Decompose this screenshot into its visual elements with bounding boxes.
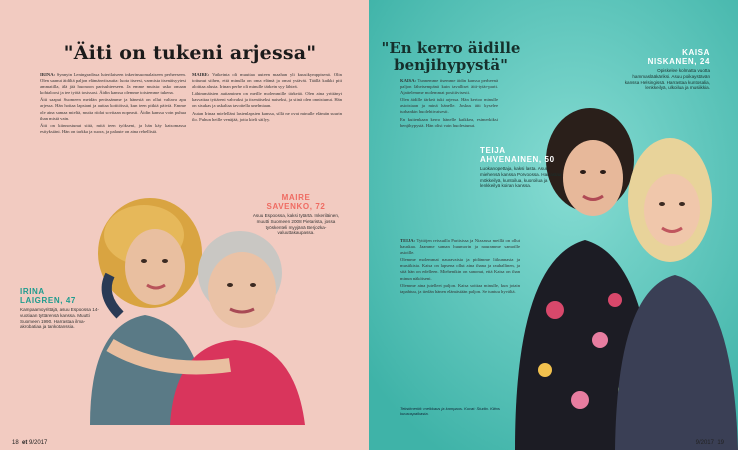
- maire-name: [252, 193, 340, 211]
- paragraph-text: Äiti saapui Suomeen meidän perässämme ja hänestä on ollut valtava apu arjessa. Hän hoitaa lapsiani ja auttaa kotitöissä, kun teen pitkiä päiviä. Emme ole aina samaa mieltä, mutta riidat sovitaan nopeasti. Äidin kanssa voin puhua ihan mistä vain.: [40, 97, 186, 121]
- kaisa-bio: Opiskelee kolmatta vuotta hammaslääkäriksi. Asuu poikaystävän kanssa Helsingissä. Harrastaa kuntosalia, lenkkeilyä, ulkoilua ja musiikkia.: [624, 68, 710, 91]
- surname-age: NISKANEN, 24: [647, 57, 710, 66]
- paragraph: [192, 91, 342, 109]
- paragraph-text: Olemme aina jutelleet paljon. Kaisa soittaa minulle, kun jotain tapahtuu, ja tiedän hänen elämästään paljon. Se tuntuu hyvältä.: [400, 282, 520, 294]
- left-page-title: "Äiti on tukeni arjessa": [63, 42, 317, 64]
- paragraph-text: Olen äidille tärkeä tuki arjessa. Hän kertoo minulle asioistaan ja minä hänelle. Joskus äiti kyselee turhankin huolehtivaisesti.: [400, 97, 498, 115]
- right-folio: [696, 440, 724, 446]
- paragraph: [192, 72, 342, 90]
- left-body-column-2: [192, 72, 342, 124]
- right-body-column-2: [400, 238, 520, 296]
- right-body-column-1: [400, 78, 498, 130]
- irina-bio: Kampaamoyrittäjä, asuu Espoossa 14-vuotiaan tyttärensä kanssa. Muutti Suomeen 1990. Harrastaa ilma-akrobatiaa ja tankotanssia.: [20, 307, 99, 330]
- teija-name: [480, 146, 562, 164]
- paragraph: [400, 78, 498, 96]
- paragraph-text: Vaikeinta oli muuttaa uuteen maahan yli kuusikymppisenä. Olin tottunut siihen, että minulla on oma elämä ja omat ystävät. Täällä kaikki piti aloittaa alusta. Irinan perhe oli minulle tärkein syy lähteä.: [192, 72, 342, 90]
- issue-number: 9/2017: [695, 440, 714, 446]
- paragraph: [40, 72, 186, 96]
- teija-caption: [480, 146, 562, 189]
- speaker-label: TEIJA:: [400, 238, 416, 243]
- kaisa-caption: [620, 48, 710, 91]
- surname-age: AHVENAINEN, 50: [480, 155, 555, 164]
- paragraph-text: En kuitenkaan kerro hänelle kaikkea, esimerkiksi benjihypystä. Hän olisi vain huolestunut.: [400, 116, 498, 128]
- paragraph: [192, 111, 342, 123]
- paragraph-text: Tyttöjen reissuilla Pariisissa ja Nizzassa meillä on ollut hauskaa. Jaamme saman huumorin ja nauramme samoille asioille.: [400, 238, 520, 256]
- page-number: 19: [717, 440, 724, 446]
- page-number: 18: [12, 440, 19, 446]
- issue-number: 9/2017: [29, 440, 48, 446]
- left-folio: [12, 440, 47, 446]
- first-name: IRINA: [20, 287, 45, 296]
- surname-age: SAVENKO, 72: [266, 202, 326, 211]
- paragraph-text: Äiti on kiinnostunut siitä, mitä teen työkseni, ja hän käy katsomassa esityksiäni. Hän on tarkka ja suora, ja palaute on aina rehellistä.: [40, 122, 186, 134]
- paragraph-text: Olemme molemmat nauravaisia ja pidämme liikunnasta ja musiikista. Kaisa on lapsena ollut aina ihana ja rauhallinen, ja sitä hän on edelleen. Miehenikin on sanonut, että Kaisa on ihan minun näköiseni.: [400, 257, 520, 281]
- teija-bio: Luokanopettaja, kaksi lasta. Asuu miehensä kanssa Porvoossa. Harrastaa mökkeilyä, kuntoilua, kuoroilua ja lenkkeilyä koiran kanssa.: [480, 166, 562, 189]
- speaker-label: MAIRE:: [192, 72, 210, 77]
- first-name: KAISA: [682, 48, 710, 57]
- left-body-column-1: [40, 72, 186, 136]
- paragraph: [400, 238, 520, 256]
- irina-name: [20, 287, 102, 305]
- magazine-logo: et: [22, 440, 28, 446]
- paragraph: [400, 257, 520, 281]
- paragraph-text: Synnyin Leningradissa luterilaiseen inkerinsuomalaiseen perheeseen. Olen saanut äidiltä paljon elämänviisautta: luota itseesi, varmista itsenäisyytesi ammatilla, älä jää huonoon parisuhteeseen. Ja emme muista: usko omaan kohtaloosi ja tee työtä tosissasi. Äidin kanssa olemme toistemme tukena.: [40, 72, 186, 96]
- paragraph: [40, 123, 186, 135]
- maire-caption: [252, 193, 340, 236]
- paragraph-text: Lähimmäisten auttaminen on meille molemmille tärkeää. Olen aina yrittänyt kasvattaa tyttäreni vahvaksi ja itsenäiseksi naiseksi, ja siinä olen onnistunut. Hän on sisukas ja uskaltaa tavoitella unelmiaan.: [192, 91, 342, 109]
- paragraph: [40, 97, 186, 121]
- paragraph: [400, 117, 498, 129]
- photo-credits: Tekstimerkit: meikkaus ja kampaus. Kuvat: Studio. Kiitos kuvauspaikasta.: [400, 406, 500, 416]
- surname-age: LAIGREN, 47: [20, 296, 76, 305]
- first-name: TEIJA: [480, 146, 506, 155]
- paragraph: [400, 97, 498, 115]
- paragraph-text: Tunnemme itsemme äidin kanssa perheenä paljon läheisempänä kuin tavalliset äiti-tytär-parit. Ajattelemme molemmat positiivisesti.: [400, 78, 498, 96]
- right-page-title: "En kerro äidille benjihypystä": [381, 39, 521, 74]
- irina-caption: [20, 287, 102, 330]
- speaker-label: IRINA:: [40, 72, 56, 77]
- speaker-label: KAISA:: [400, 78, 417, 83]
- paragraph-text: Autan Irinaa mielelläni lastenlapsien kanssa, sillä ne ovat minulle elämän suurin ilo. Puhun heille venäjää, jotta kieli säilyy.: [192, 110, 342, 122]
- maire-bio: Asuu Espoossa, kaksi tytärtä. Inkeriläinen, muutti Suomeen 2008 Pietarista, jossa työskenteli myyjänä Berjozka-valuuttakaupassa.: [252, 213, 340, 236]
- kaisa-name: [620, 48, 710, 66]
- paragraph: [400, 283, 520, 295]
- first-name: MAIRE: [281, 193, 311, 202]
